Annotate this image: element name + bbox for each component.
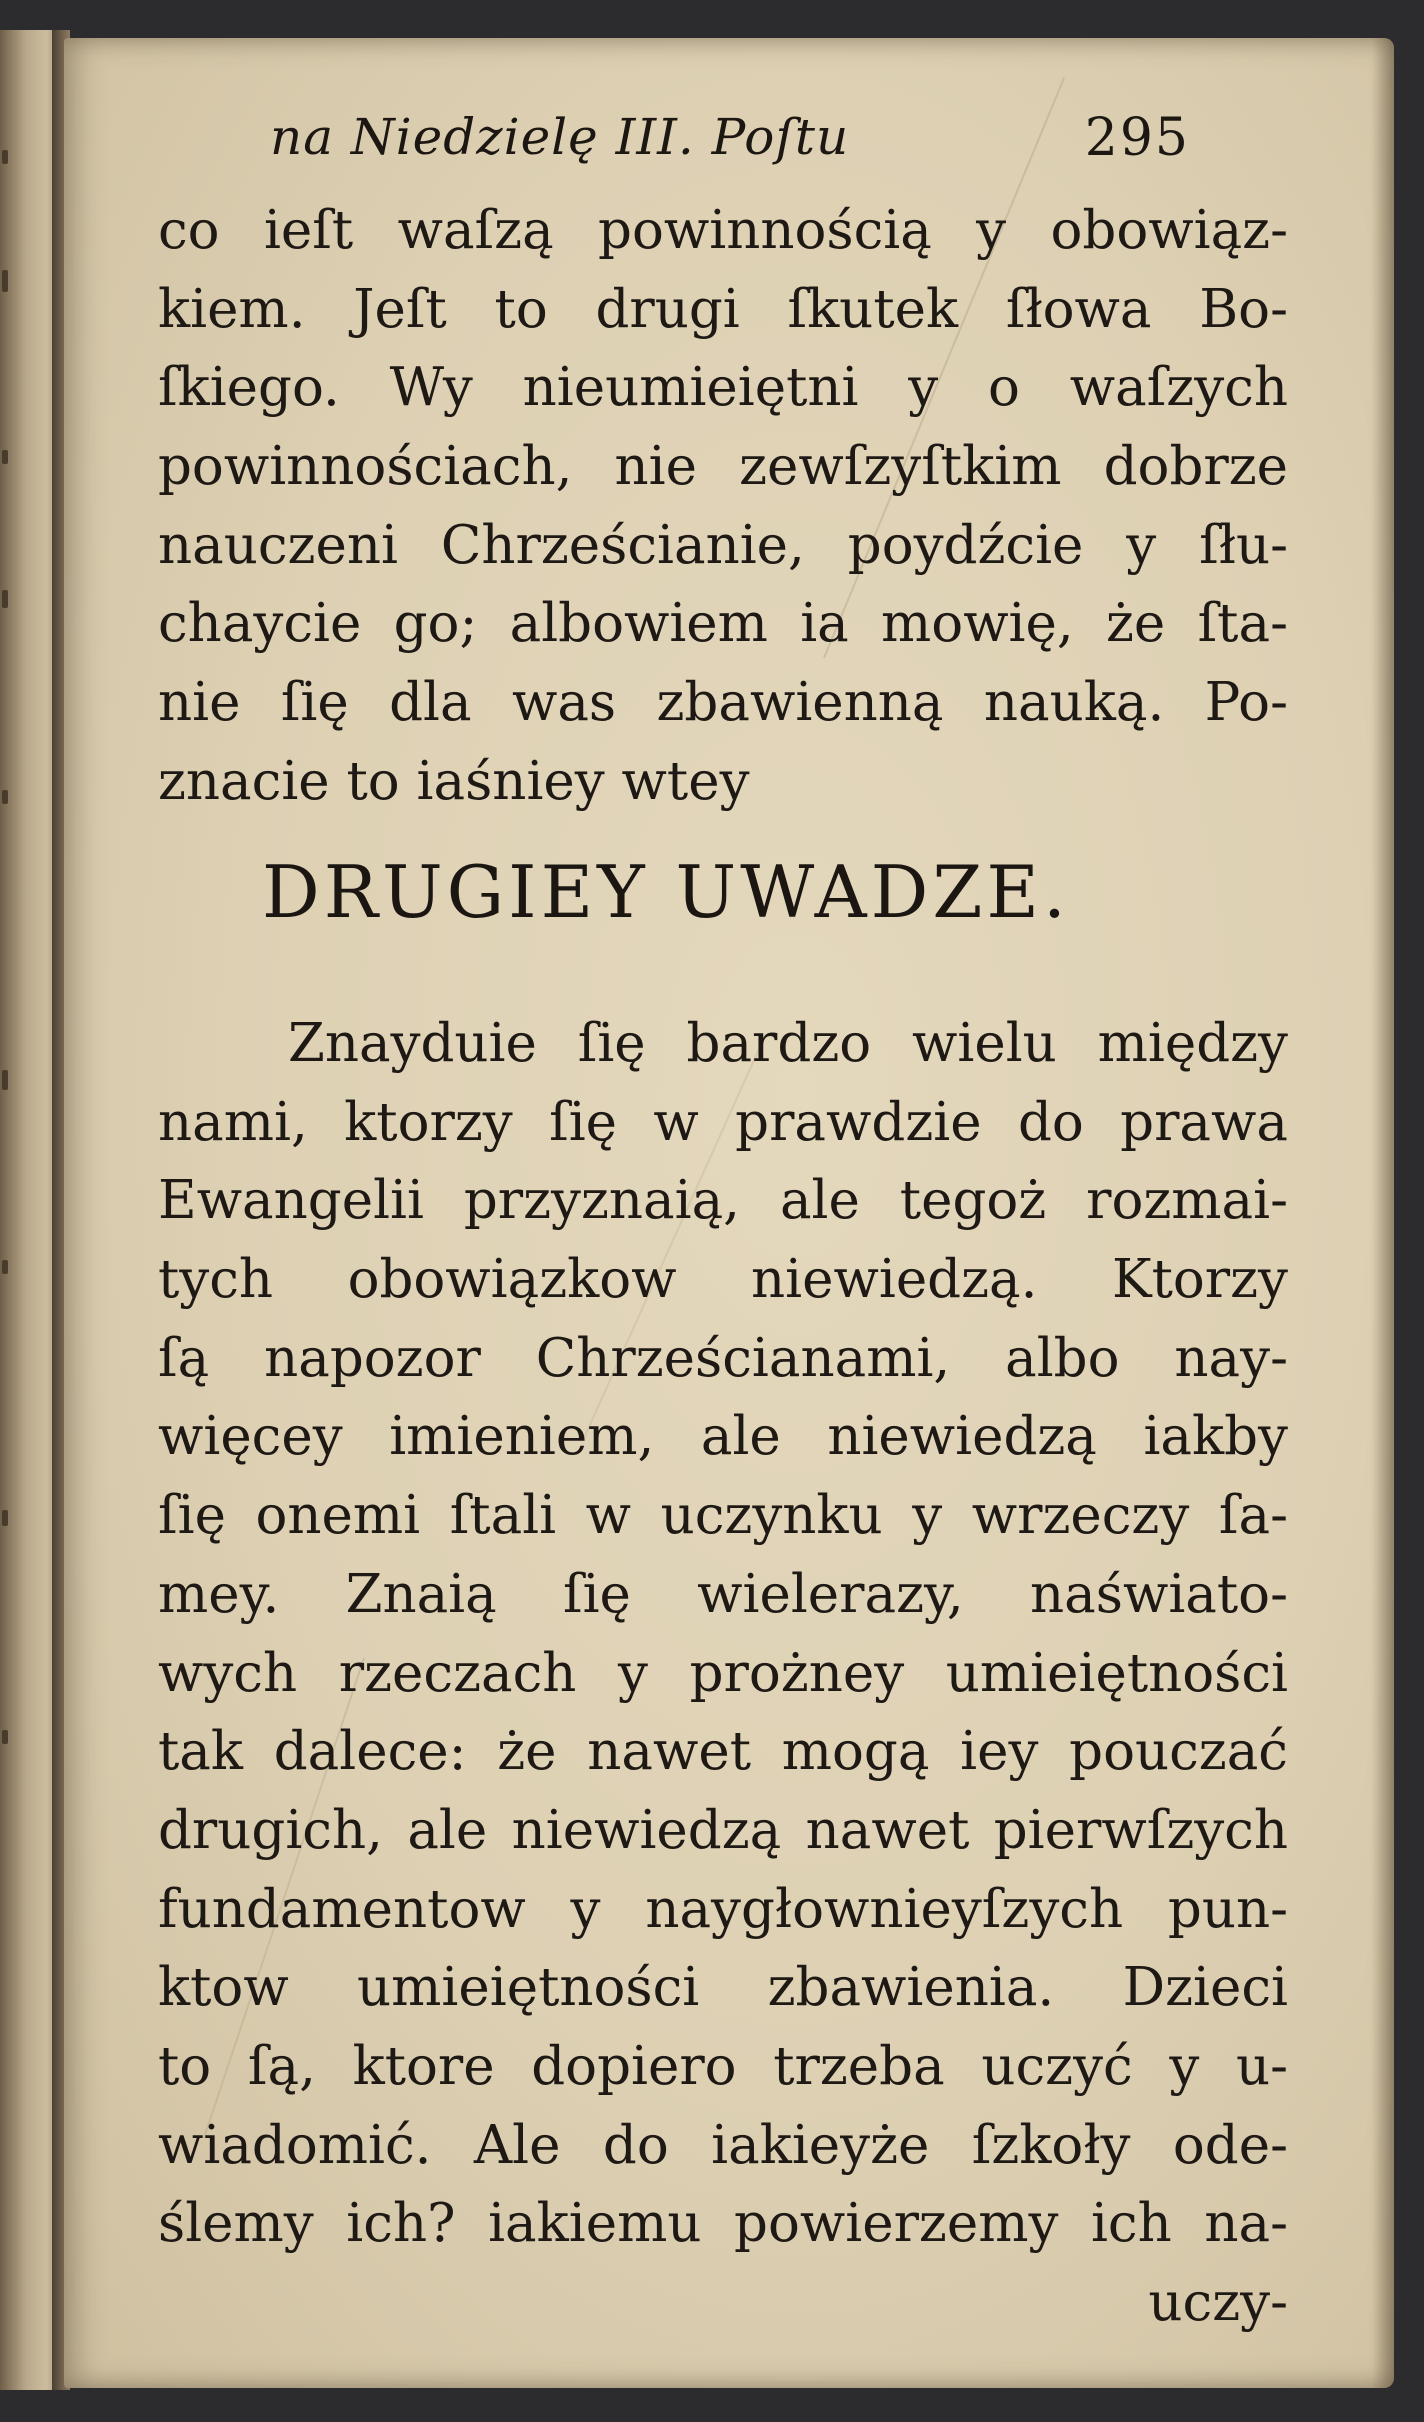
previous-page-ink-marks <box>2 30 16 2390</box>
text-line: Znayduie ſię bardzo wielu między <box>288 1013 1288 1074</box>
previous-page-edge <box>0 30 58 2390</box>
text-line: fundamentow y naygłownieyſzych pun- <box>158 1878 1288 1940</box>
page-number: 295 <box>1084 108 1190 168</box>
catchword: uczy- <box>1148 2272 1288 2333</box>
text-line: znacie to iaśniey wtey <box>158 750 750 812</box>
text-line: tak dalece: że nawet mogą iey pouczać <box>158 1721 1288 1783</box>
text-line: wiadomić. Ale do iakieyże ſzkoły ode- <box>158 2114 1288 2176</box>
text-line: nie ſię dla was zbawienną nauką. Po- <box>158 672 1288 734</box>
text-line: ſą napozor Chrześcianami, albo nay- <box>158 1327 1288 1389</box>
paragraph-2 <box>158 1005 1288 2343</box>
text-line: ſię onemi ſtali w uczynku y wrzeczy ſa- <box>158 1485 1288 1547</box>
text-line: tych obowiązkow niewiedzą. Ktorzy <box>158 1249 1288 1311</box>
text-line: powinnościach, nie zewſzyſtkim dobrze <box>158 436 1288 498</box>
text-line: to ſą, ktore dopiero trzeba uczyć y u- <box>158 2035 1288 2097</box>
text-line: ślemy ich? iakiemu powierzemy ich na- <box>158 2193 1288 2255</box>
text-line: więcey imieniem, ale niewiedzą iakby <box>158 1406 1288 1468</box>
section-heading: DRUGIEY UWADZE. <box>262 850 1070 934</box>
text-line: ſkiego. Wy nieumieiętni y o waſzych <box>158 357 1288 419</box>
text-line: Ewangelii przyznaią, ale tegoż rozmai- <box>158 1170 1288 1232</box>
text-line: co ieſt waſzą powinnością y obowiąz- <box>158 200 1288 261</box>
text-line: wych rzeczach y prożney umieiętności <box>158 1642 1288 1704</box>
paragraph-1 <box>158 192 1288 822</box>
page-header <box>270 108 1190 188</box>
text-line: drugich, ale niewiedzą nawet pierwſzych <box>158 1799 1288 1861</box>
text-line: kiem. Jeſt to drugi ſkutek ſłowa Bo- <box>158 278 1288 340</box>
text-line: nauczeni Chrześcianie, poydźcie y ſłu- <box>158 514 1288 576</box>
text-line: chaycie go; albowiem ia mowię, że ſta- <box>158 593 1288 655</box>
text-line: nami, ktorzy ſię w prawdzie do prawa <box>158 1091 1288 1153</box>
running-head: na Niedzielę III. Poſtu <box>270 108 850 166</box>
text-line: ktow umieiętności zbawienia. Dzieci <box>158 1957 1288 2019</box>
text-line: mey. Znaią ſię wielerazy, naświato- <box>158 1563 1288 1625</box>
